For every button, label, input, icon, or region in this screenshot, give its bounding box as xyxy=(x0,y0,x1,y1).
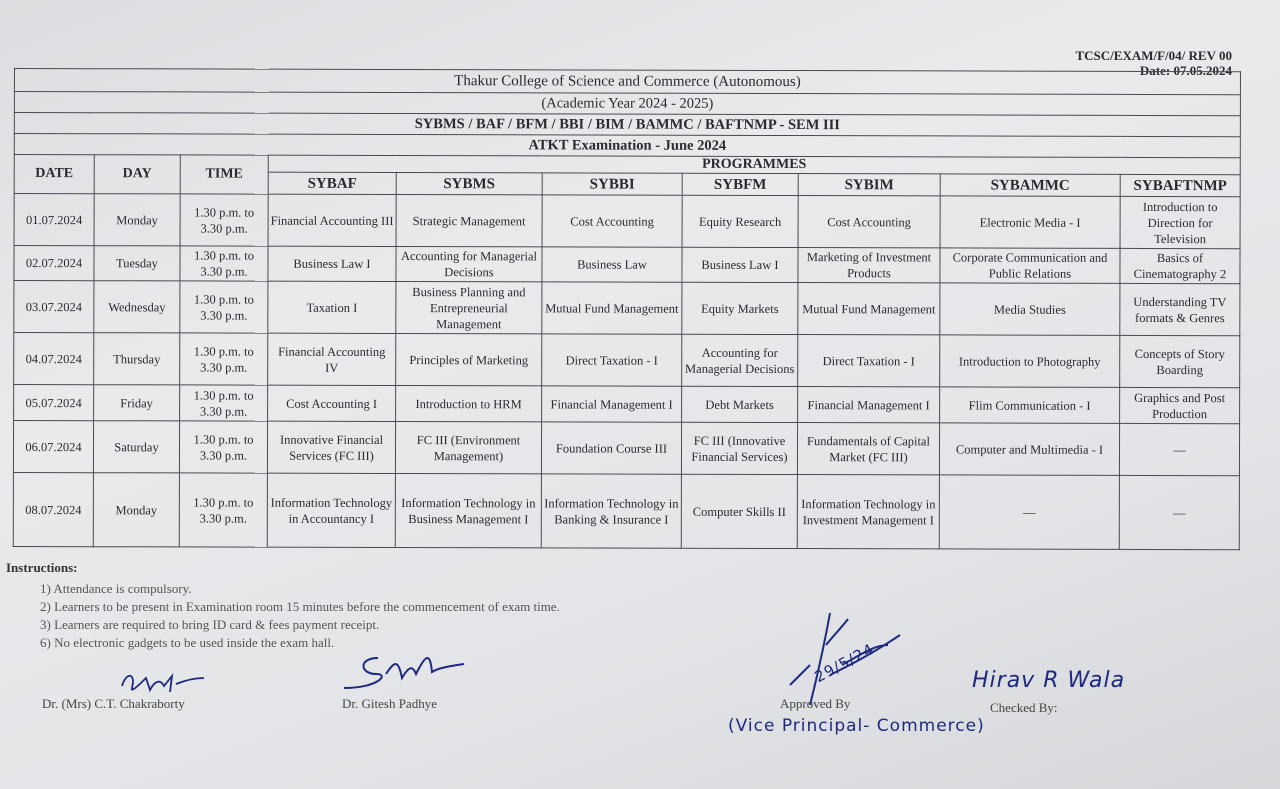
subject-cell: FC III (Environment Management) xyxy=(395,422,541,474)
subject-cell: Strategic Management xyxy=(396,195,542,247)
subject-cell: Direct Taxation - I xyxy=(542,334,682,386)
subject-cell: Mutual Fund Management xyxy=(542,282,682,334)
programme-header: SYBAF xyxy=(268,172,396,194)
programme-header: SYBMS xyxy=(396,173,542,195)
subject-cell: Cost Accounting I xyxy=(268,385,396,421)
signatory-chakraborty: Dr. (Mrs) C.T. Chakraborty xyxy=(42,696,185,711)
approved-by-label: Approved By xyxy=(780,696,851,711)
subject-cell: Accounting for Managerial Decisions xyxy=(396,247,542,282)
subject-cell: Marketing of Investment Products xyxy=(798,248,940,283)
subject-cell: Computer and Multimedia - I xyxy=(939,423,1119,475)
subject-cell: Financial Accounting III xyxy=(268,194,396,246)
subject-cell: Corporate Communication and Public Relations xyxy=(940,248,1120,283)
subject-cell: Accounting for Managerial Decisions xyxy=(682,334,798,386)
programme-header: SYBFM xyxy=(682,173,798,195)
subject-cell: Introduction to Direction for Television xyxy=(1120,196,1240,248)
subject-cell: Media Studies xyxy=(940,283,1120,335)
table-row xyxy=(13,421,1239,476)
subject-cell: Concepts of Story Boarding xyxy=(1120,335,1240,387)
subject-cell: Basics of Cinematography 2 xyxy=(1120,248,1240,283)
exam-day-cell: Friday xyxy=(94,385,180,421)
table-row xyxy=(14,385,1240,424)
signature-padhye-icon xyxy=(338,648,468,694)
subject-cell: Financial Management I xyxy=(798,387,940,423)
exam-day-cell: Wednesday xyxy=(94,281,180,333)
exam-time-cell: 1.30 p.m. to 3.30 p.m. xyxy=(179,473,267,547)
subject-cell: Financial Management I xyxy=(542,386,682,422)
subject-cell: — xyxy=(1119,475,1239,549)
subject-cell: Innovative Financial Services (FC III) xyxy=(267,421,395,473)
college-title: Thakur College of Science and Commerce (Autonomous) xyxy=(14,69,1240,95)
col-time-header: TIME xyxy=(180,155,268,194)
programme-header: SYBAFTNMP xyxy=(1120,174,1240,196)
subject-cell: Cost Accounting xyxy=(798,196,940,248)
subject-cell: Debt Markets xyxy=(682,386,798,422)
form-code: TCSC/EXAM/F/04/ REV 00 xyxy=(1075,48,1232,63)
subject-cell: Introduction to Photography xyxy=(940,335,1120,387)
exam-time-cell: 1.30 p.m. to 3.30 p.m. xyxy=(180,281,268,333)
subject-cell: Equity Research xyxy=(682,195,798,247)
subject-cell: Business Law xyxy=(542,247,682,282)
table-row xyxy=(14,281,1240,336)
table-row xyxy=(14,246,1240,284)
subject-cell: Introduction to HRM xyxy=(396,386,542,422)
exam-time-cell: 1.30 p.m. to 3.30 p.m. xyxy=(180,194,268,246)
subject-cell: Foundation Course III xyxy=(541,422,681,474)
instruction-item: 1) Attendance is compulsory. xyxy=(40,581,192,596)
programme-header: SYBBI xyxy=(542,173,682,195)
signature-chakraborty-icon xyxy=(116,664,206,700)
checked-by-label: Checked By: xyxy=(990,700,1058,715)
timetable xyxy=(13,68,1241,550)
issue-date: Date: 07.05.2024 xyxy=(1139,63,1232,78)
exam-day-cell: Saturday xyxy=(93,421,179,473)
table-row xyxy=(14,333,1240,388)
subject-cell: Electronic Media - I xyxy=(940,196,1120,248)
col-date-header: DATE xyxy=(14,155,94,194)
exam-date-cell: 08.07.2024 xyxy=(13,472,93,546)
programmes-header: PROGRAMMES xyxy=(268,155,1240,175)
subject-cell: Information Technology in Banking & Insurance I xyxy=(541,474,681,548)
subject-cell: Direct Taxation - I xyxy=(798,335,940,387)
table-row xyxy=(13,472,1239,549)
handwritten-date: 29/5/24 xyxy=(811,639,878,687)
exam-time-cell: 1.30 p.m. to 3.30 p.m. xyxy=(180,385,268,421)
programme-header: SYBAMMC xyxy=(940,174,1120,196)
instruction-item: 3) Learners are required to bring ID card & fees payment receipt. xyxy=(40,617,380,632)
exam-day-cell: Thursday xyxy=(94,333,180,385)
exam-time-cell: 1.30 p.m. to 3.30 p.m. xyxy=(180,333,268,385)
exam-time-cell: 1.30 p.m. to 3.30 p.m. xyxy=(179,421,267,473)
exam-date-cell: 01.07.2024 xyxy=(14,194,94,246)
subject-cell: Computer Skills II xyxy=(681,474,797,548)
subject-cell: Fundamentals of Capital Market (FC III) xyxy=(797,423,939,475)
subject-cell: Principles of Marketing xyxy=(396,334,542,386)
instruction-item: 2) Learners to be present in Examination room 15 minutes before the commencement of exam time. xyxy=(40,599,560,614)
subject-cell: Mutual Fund Management xyxy=(798,283,940,335)
instructions-title: Instructions: xyxy=(6,560,78,575)
instructions xyxy=(6,560,560,652)
subject-cell: Business Planning and Entrepreneurial Management xyxy=(396,282,542,334)
subject-cell: Information Technology in Investment Management I xyxy=(797,475,939,549)
subject-cell: Business Law I xyxy=(268,246,396,281)
exam-date-cell: 02.07.2024 xyxy=(14,246,94,281)
subject-cell: — xyxy=(1119,423,1239,475)
col-day-header: DAY xyxy=(94,155,180,194)
table-row xyxy=(14,194,1240,249)
exam-date-cell: 04.07.2024 xyxy=(14,333,94,385)
subject-cell: Financial Accounting IV xyxy=(268,333,396,385)
exam-day-cell: Tuesday xyxy=(94,246,180,281)
subject-cell: Information Technology in Accountancy I xyxy=(267,473,395,547)
subject-cell: Business Law I xyxy=(682,247,798,282)
subject-cell: Cost Accounting xyxy=(542,195,682,247)
subject-cell: Flim Communication - I xyxy=(940,387,1120,423)
exam-date-cell: 03.07.2024 xyxy=(14,281,94,333)
handwritten-checker-name: Hirav R Wala xyxy=(972,668,1126,693)
handwritten-designation: (Vice Principal- Commerce) xyxy=(728,716,985,736)
subject-cell: Understanding TV formats & Genres xyxy=(1120,283,1240,335)
subject-cell: — xyxy=(939,475,1119,549)
exam-time-cell: 1.30 p.m. to 3.30 p.m. xyxy=(180,246,268,281)
exam-day-cell: Monday xyxy=(93,473,179,547)
exam-title: ATKT Examination - June 2024 xyxy=(14,134,1240,158)
signatory-padhye: Dr. Gitesh Padhye xyxy=(342,696,437,711)
class-list: SYBMS / BAF / BFM / BBI / BIM / BAMMC / BAFTNMP - SEM III xyxy=(14,113,1240,137)
subject-cell: FC III (Innovative Financial Services) xyxy=(681,422,797,474)
subject-cell: Graphics and Post Production xyxy=(1120,387,1240,423)
subject-cell: Taxation I xyxy=(268,281,396,333)
programme-header: SYBIM xyxy=(798,174,940,196)
instruction-item: 6) No electronic gadgets to be used inside the exam hall. xyxy=(40,635,335,650)
subject-cell: Information Technology in Business Management I xyxy=(395,474,541,548)
academic-year: (Academic Year 2024 - 2025) xyxy=(14,92,1240,116)
exam-day-cell: Monday xyxy=(94,194,180,246)
exam-date-cell: 06.07.2024 xyxy=(13,421,93,473)
exam-date-cell: 05.07.2024 xyxy=(14,385,94,421)
subject-cell: Equity Markets xyxy=(682,282,798,334)
